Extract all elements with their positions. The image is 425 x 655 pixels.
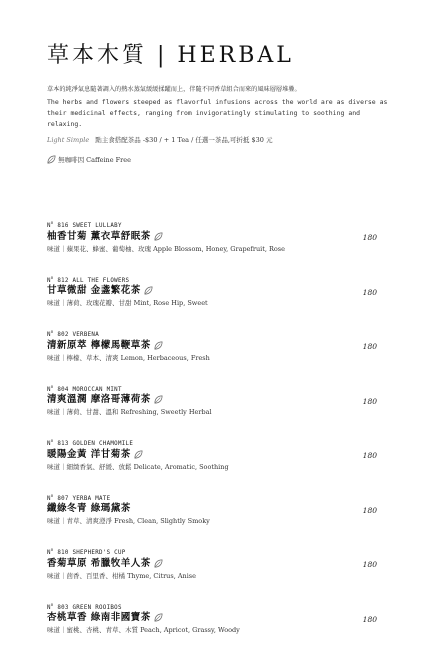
menu-item — [47, 274, 377, 329]
item-code: $N^o$ 810 SHEPHERD'S CUP — [47, 546, 377, 557]
leaf-icon — [154, 232, 163, 241]
caffeine-free-label: 無咖啡因 Caffeine Free — [58, 156, 131, 164]
menu-item — [47, 492, 377, 547]
item-code: $N^o$ 802 VERBENA — [47, 328, 377, 339]
menu-item — [47, 546, 377, 601]
leaf-icon — [134, 450, 143, 459]
item-name: 杏桃草香 綠南非國寶茶 — [47, 611, 377, 625]
caffeine-free-note — [47, 155, 131, 164]
item-price: 180 — [363, 233, 377, 242]
menu-item — [47, 328, 377, 383]
leaf-icon — [154, 559, 163, 568]
menu-item — [47, 437, 377, 492]
item-code: $N^o$ 816 SWEET LULLABY — [47, 219, 377, 230]
promo-text: 點主食搭配茶品 -$30 / + 1 Tea / 任選一茶品,可折抵 $30 元 — [95, 136, 272, 144]
item-name: 甘草微甜 金盞繁花茶 — [47, 284, 377, 298]
item-description: 味道｜蘋果花、蜂蜜、葡萄柚、玫瑰 Apple Blossom, Honey, Grapefruit, Rose — [47, 244, 377, 254]
item-code: $N^o$ 813 GOLDEN CHAMOMILE — [47, 437, 377, 448]
item-description: 味道｜青草、清爽澄淨 Fresh, Clean, Slightly Smoky — [47, 516, 377, 526]
item-name: 清爽溫潤 摩洛哥薄荷茶 — [47, 393, 377, 407]
item-description: 味道｜細緻香氣、舒緩、放鬆 Delicate, Aromatic, Soothing — [47, 462, 377, 472]
item-price: 180 — [363, 560, 377, 569]
item-code: $N^o$ 807 YERBA MATE — [47, 492, 377, 503]
item-description: 味道｜檸檬、草本、清爽 Lemon, Herbaceous, Fresh — [47, 353, 377, 363]
leaf-icon — [154, 613, 163, 622]
item-description: 味道｜蜜桃、杏桃、青草、木質 Peach, Apricot, Grassy, Woody — [47, 625, 377, 635]
item-price: 180 — [363, 451, 377, 460]
menu-item — [47, 219, 377, 274]
item-name: 暖陽金黃 洋甘菊茶 — [47, 448, 377, 462]
leaf-icon — [154, 341, 163, 350]
item-price: 180 — [363, 288, 377, 297]
leaf-icon — [154, 395, 163, 404]
item-price: 180 — [363, 615, 377, 624]
promo-line — [47, 135, 272, 144]
item-price: 180 — [363, 506, 377, 515]
item-code: $N^o$ 812 ALL THE FLOWERS — [47, 274, 377, 285]
item-name: 香菊草原 希臘牧羊人茶 — [47, 557, 377, 571]
intro-english: The herbs and flowers steeped as flavorful infusions across the world are as diverse as their medicinal effects, ranging from invigoratingly stimulating to soothing and relaxing. — [47, 97, 392, 130]
item-code: $N^o$ 803 GREEN ROOIBOS — [47, 601, 377, 612]
item-description: 味道｜茴香、百里香、柑橘 Thyme, Citrus, Anise — [47, 571, 377, 581]
intro-chinese: 草本的純淨氣息隨著調入的熱水蒸氣緩緩揉躍而上，伴隨不同香草組合而來的風味層層堆疊。 — [47, 84, 387, 93]
promo-label: Light Simple — [47, 136, 89, 144]
item-description: 味道｜薄荷、玫瑰花瓣、甘甜 Mint, Rose Hip, Sweet — [47, 298, 377, 308]
menu-item — [47, 383, 377, 438]
page-title: 草本木質 | HERBAL — [47, 38, 294, 69]
item-name: 纖綠冬青 綠瑪黛茶 — [47, 502, 377, 516]
leaf-icon — [144, 286, 153, 295]
menu-item — [47, 601, 377, 655]
item-price: 180 — [363, 397, 377, 406]
item-name: 柚香甘菊 薰衣草舒眠茶 — [47, 230, 377, 244]
item-price: 180 — [363, 342, 377, 351]
item-name: 清新原萃 檸檬馬鞭草茶 — [47, 339, 377, 353]
item-description: 味道｜薄荷、甘甜、溫和 Refreshing, Sweetly Herbal — [47, 407, 377, 417]
item-code: $N^o$ 804 MOROCCAN MINT — [47, 383, 377, 394]
leaf-icon — [47, 155, 56, 164]
tea-menu-list — [47, 219, 377, 655]
